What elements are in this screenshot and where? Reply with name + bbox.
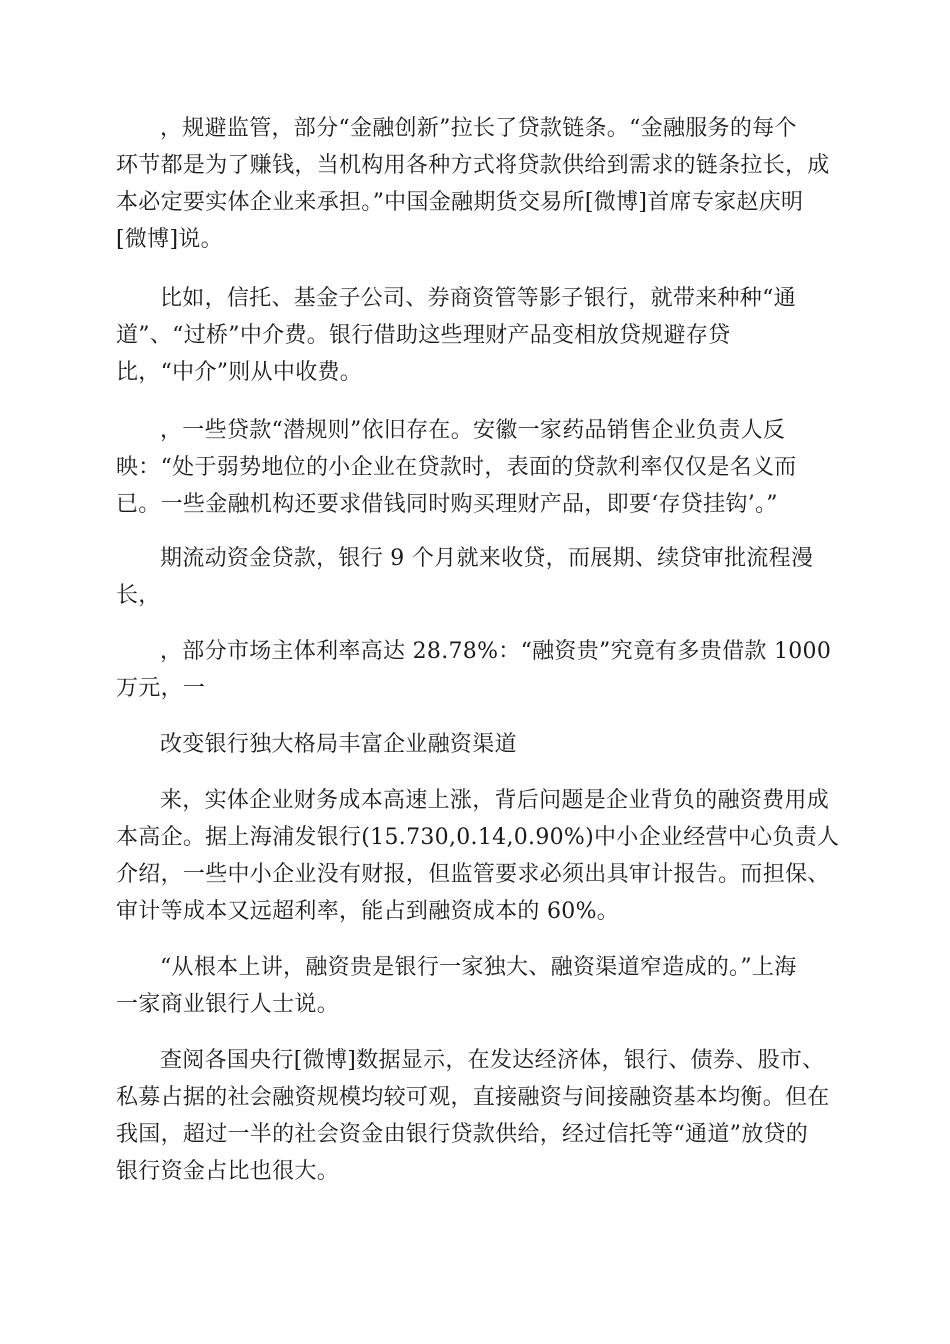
text-line: 本高企。据上海浦发银行(15.730,0.14,0.90%)中小企业经营中心负责人 [116, 825, 840, 850]
paragraph-3 [116, 412, 836, 523]
text-line: 万元，一 [116, 676, 206, 701]
text-line: 本必定要实体企业来承担。”中国金融期货交易所[微博]首席专家赵庆明 [116, 190, 804, 215]
heading-line: 改变银行独大格局丰富企业融资渠道 [160, 732, 517, 757]
paragraph-4 [116, 540, 836, 614]
text-line: 比，“中介”则从中收费。 [116, 360, 363, 385]
text-line: 比如，信托、基金子公司、券商资管等影子银行，就带来种种“通 [160, 286, 796, 311]
text-line: 期流动资金贷款，银行 9 个月就来收贷，而展期、续贷审批流程漫 [160, 546, 814, 571]
paragraph-5 [116, 633, 836, 707]
text-line: [微博]说。 [116, 227, 223, 252]
text-line: ，规避监管，部分“金融创新”拉长了贷款链条。“金融服务的每个 [160, 116, 797, 141]
text-line: 审计等成本又远超利率，能占到融资成本的 60%。 [116, 899, 620, 924]
text-line: 我国，超过一半的社会资金由银行贷款供给，经过信托等“通道”放贷的 [116, 1122, 809, 1147]
text-line: 环节都是为了赚钱，当机构用各种方式将贷款供给到需求的链条拉长，成 [116, 153, 830, 178]
section-heading [116, 726, 836, 763]
text-line: 来，实体企业财务成本高速上涨，背后问题是企业背负的融资费用成 [160, 788, 830, 813]
text-line: 介绍，一些中小企业没有财报，但监管要求必须出具审计报告。而担保、 [116, 862, 830, 887]
paragraph-2 [116, 280, 836, 391]
paragraph-8 [116, 1042, 836, 1190]
paragraph-1 [116, 110, 836, 258]
paragraph-6 [116, 782, 840, 930]
text-line: ，部分市场主体利率高达 28.78%：“融资贵”究竟有多贵借款 1000 [160, 639, 832, 664]
paragraph-7 [116, 949, 836, 1023]
text-line: 道”、“过桥”中介费。银行借助这些理财产品变相放贷规避存贷 [116, 323, 731, 348]
text-line: 银行资金占比也很大。 [116, 1159, 340, 1184]
text-line: 私募占据的社会融资规模均较可观，直接融资与间接融资基本均衡。但在 [116, 1085, 830, 1110]
text-line: ，一些贷款“潜规则”依旧存在。安徽一家药品销售企业负责人反 [160, 418, 786, 443]
text-line: “从根本上讲，融资贵是银行一家独大、融资渠道窄造成的。”上海 [160, 955, 797, 980]
text-line: 已。一些金融机构还要求借钱同时购买理财产品，即要‘存贷挂钩’。” [116, 492, 778, 517]
text-line: 查阅各国央行[微博]数据显示，在发达经济体，银行、债券、股市、 [160, 1048, 825, 1073]
text-line: 长， [116, 583, 161, 608]
text-line: 一家商业银行人士说。 [116, 992, 340, 1017]
text-line: 映：“处于弱势地位的小企业在贷款时，表面的贷款利率仅仅是名义而 [116, 455, 797, 480]
